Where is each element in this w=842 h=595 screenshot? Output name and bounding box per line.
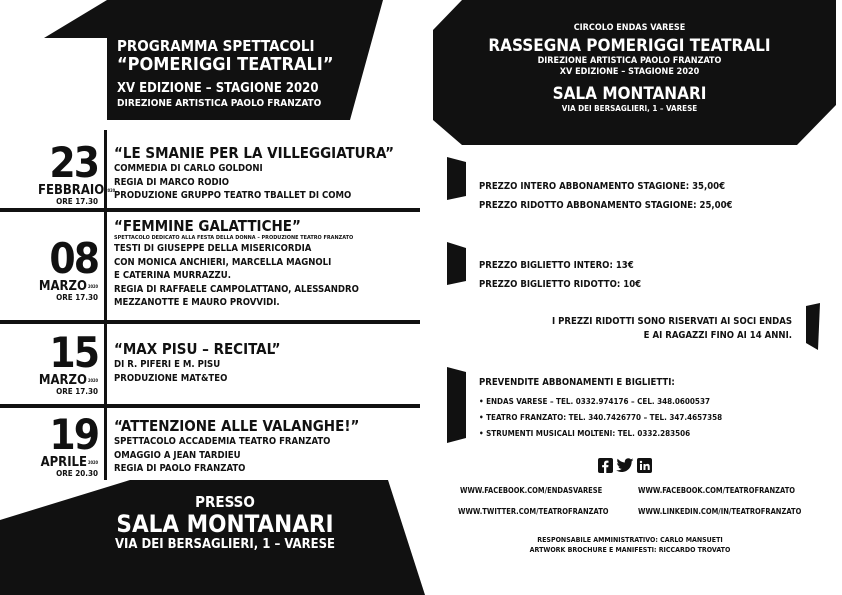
org-name: CIRCOLO ENDAS VARESE <box>573 23 686 33</box>
event-divider-1 <box>0 208 420 212</box>
event-year: 2020 <box>105 188 116 193</box>
event-title: “ATTENZIONE ALLE VALANGHE!” <box>114 417 360 435</box>
event-line: DI R. PIFERI E M. PISU <box>114 359 221 370</box>
event-line: TESTI DI GIUSEPPE DELLA MISERICORDIA <box>114 243 312 254</box>
event-divider-3 <box>0 404 420 408</box>
program-title: PROGRAMMA SPETTACOLI <box>117 37 315 55</box>
credit-line: ARTWORK BROCHURE E MANIFESTI: RICCARDO TROVATO <box>529 546 731 554</box>
program-subtitle: “POMERIGGI TEATRALI” <box>117 54 334 75</box>
event-date-1 <box>38 138 116 206</box>
event-line: PRODUZIONE MAT&TEO <box>114 372 228 384</box>
facebook-icon[interactable] <box>598 458 613 473</box>
event-month: FEBBRAIO <box>38 183 105 198</box>
event-title: “MAX PISU – RECITAL” <box>114 340 281 358</box>
event-year: 2020 <box>87 284 98 289</box>
presso-label: PRESSO <box>195 493 255 511</box>
event-line: CON MONICA ANCHIERI, MARCELLA MAGNOLI <box>114 256 332 268</box>
social-link-4[interactable]: WWW.LINKEDIN.COM/IN/TEATROFRANZATO <box>638 507 802 516</box>
event-month: APRILE <box>40 455 87 470</box>
event-line: COMMEDIA DI CARLO GOLDONI <box>114 163 263 174</box>
social-link-2[interactable]: WWW.FACEBOOK.COM/TEATROFRANZATO <box>638 486 796 495</box>
event-line: REGIA DI RAFFAELE CAMPOLATTANO, ALESSANDRO <box>114 283 359 295</box>
price-subscription-reduced: PREZZO RIDOTTO ABBONAMENTO STAGIONE: 25,00€ <box>479 200 733 211</box>
event-line: PRODUZIONE GRUPPO TEATRO TBALLET DI COMO <box>114 190 352 201</box>
program-edition: XV EDIZIONE – STAGIONE 2020 <box>117 81 319 96</box>
event-details-4 <box>114 418 359 476</box>
event-date-3 <box>38 328 98 396</box>
event-line: REGIA DI PAOLO FRANZATO <box>114 463 246 474</box>
credit-line: RESPONSABILE AMMINISTRATIVO: CARLO MANSUETI <box>537 536 723 544</box>
price-tab-2 <box>447 242 466 285</box>
festival-title: RASSEGNA POMERIGGI TEATRALI <box>488 36 771 56</box>
event-day: 23 <box>49 138 98 187</box>
event-line: REGIA DI MARCO RODIO <box>114 176 230 188</box>
festival-venue: SALA MONTANARI <box>552 84 707 104</box>
event-divider-2 <box>0 320 420 324</box>
event-time: ORE 20.30 <box>56 469 98 478</box>
reduced-note-line: E AI RAGAZZI FINO AI 14 ANNI. <box>643 330 792 341</box>
event-line: E CATERINA MURRAZZU. <box>114 270 231 281</box>
program-director: DIREZIONE ARTISTICA PAOLO FRANZATO <box>117 98 322 109</box>
event-details-3 <box>114 341 280 385</box>
social-link-1[interactable]: WWW.FACEBOOK.COM/ENDASVARESE <box>460 486 603 495</box>
credits <box>480 535 780 555</box>
social-icons <box>598 458 652 473</box>
price-tab-1 <box>447 157 466 200</box>
event-year: 2020 <box>87 378 98 383</box>
event-line: MEZZANOTTE E MAURO PROVVIDI. <box>114 297 280 308</box>
event-line: SPETTACOLO ACCADEMIA TEATRO FRANZATO <box>114 436 331 447</box>
left-footer <box>60 494 390 553</box>
presales-item: • TEATRO FRANZATO: TEL. 340.7426770 – TEL. 347.4657358 <box>479 413 723 422</box>
event-date-2 <box>38 234 98 302</box>
price-ticket-full: PREZZO BIGLIETTO INTERO: 13€ <box>479 260 634 271</box>
event-day: 15 <box>49 328 98 377</box>
events-vertical-divider <box>104 130 107 480</box>
reduced-note-line: I PREZZI RIDOTTI SONO RISERVATI AI SOCI ENDAS <box>552 316 792 327</box>
right-header <box>462 22 797 114</box>
festival-edition: XV EDIZIONE – STAGIONE 2020 <box>559 67 700 77</box>
left-header <box>117 38 347 110</box>
event-month: MARZO <box>38 279 87 294</box>
presales-item: • STRUMENTI MUSICALI MOLTENI: TEL. 0332.283506 <box>479 429 691 438</box>
event-day: 19 <box>49 410 98 459</box>
venue-address: VIA DEI BERSAGLIERI, 1 – VARESE <box>114 537 336 552</box>
note-tab <box>806 303 820 350</box>
ticket-prices <box>479 256 641 294</box>
price-subscription-full: PREZZO INTERO ABBONAMENTO STAGIONE: 35,00€ <box>479 181 726 192</box>
presale-tab <box>447 367 466 443</box>
event-time: ORE 17.30 <box>56 293 98 302</box>
festival-director: DIREZIONE ARTISTICA PAOLO FRANZATO <box>537 56 722 66</box>
event-details-1 <box>114 145 394 203</box>
presales-item: • ENDAS VARESE – TEL. 0332.974176 – CEL. 348.0600537 <box>479 397 710 406</box>
venue-name: SALA MONTANARI <box>116 510 334 538</box>
reduced-note <box>520 315 792 343</box>
event-line: OMAGGIO A JEAN TARDIEU <box>114 449 241 461</box>
event-date-4 <box>38 410 98 478</box>
presales <box>479 376 722 442</box>
price-ticket-reduced: PREZZO BIGLIETTO RIDOTTO: 10€ <box>479 279 642 290</box>
twitter-icon[interactable] <box>616 458 634 473</box>
event-details-2 <box>114 218 359 310</box>
social-link-3[interactable]: WWW.TWITTER.COM/TEATROFRANZATO <box>458 507 609 516</box>
subscription-prices <box>479 177 732 215</box>
event-month: MARZO <box>38 373 87 388</box>
event-title: “FEMMINE GALATTICHE” <box>114 217 301 235</box>
event-note: SPETTACOLO DEDICATO ALLA FESTA DELLA DONNA – PRODUZIONE TEATRO FRANZATO <box>114 235 354 241</box>
event-year: 2020 <box>87 460 98 465</box>
event-day: 08 <box>49 234 98 283</box>
linkedin-icon[interactable] <box>637 458 652 473</box>
event-time: ORE 17.30 <box>56 197 98 206</box>
event-time: ORE 17.30 <box>56 387 98 396</box>
event-title: “LE SMANIE PER LA VILLEGGIATURA” <box>114 144 394 162</box>
presales-title: PREVENDITE ABBONAMENTI E BIGLIETTI: <box>479 377 675 388</box>
festival-address: VIA DEI BERSAGLIERI, 1 – VARESE <box>561 104 698 113</box>
